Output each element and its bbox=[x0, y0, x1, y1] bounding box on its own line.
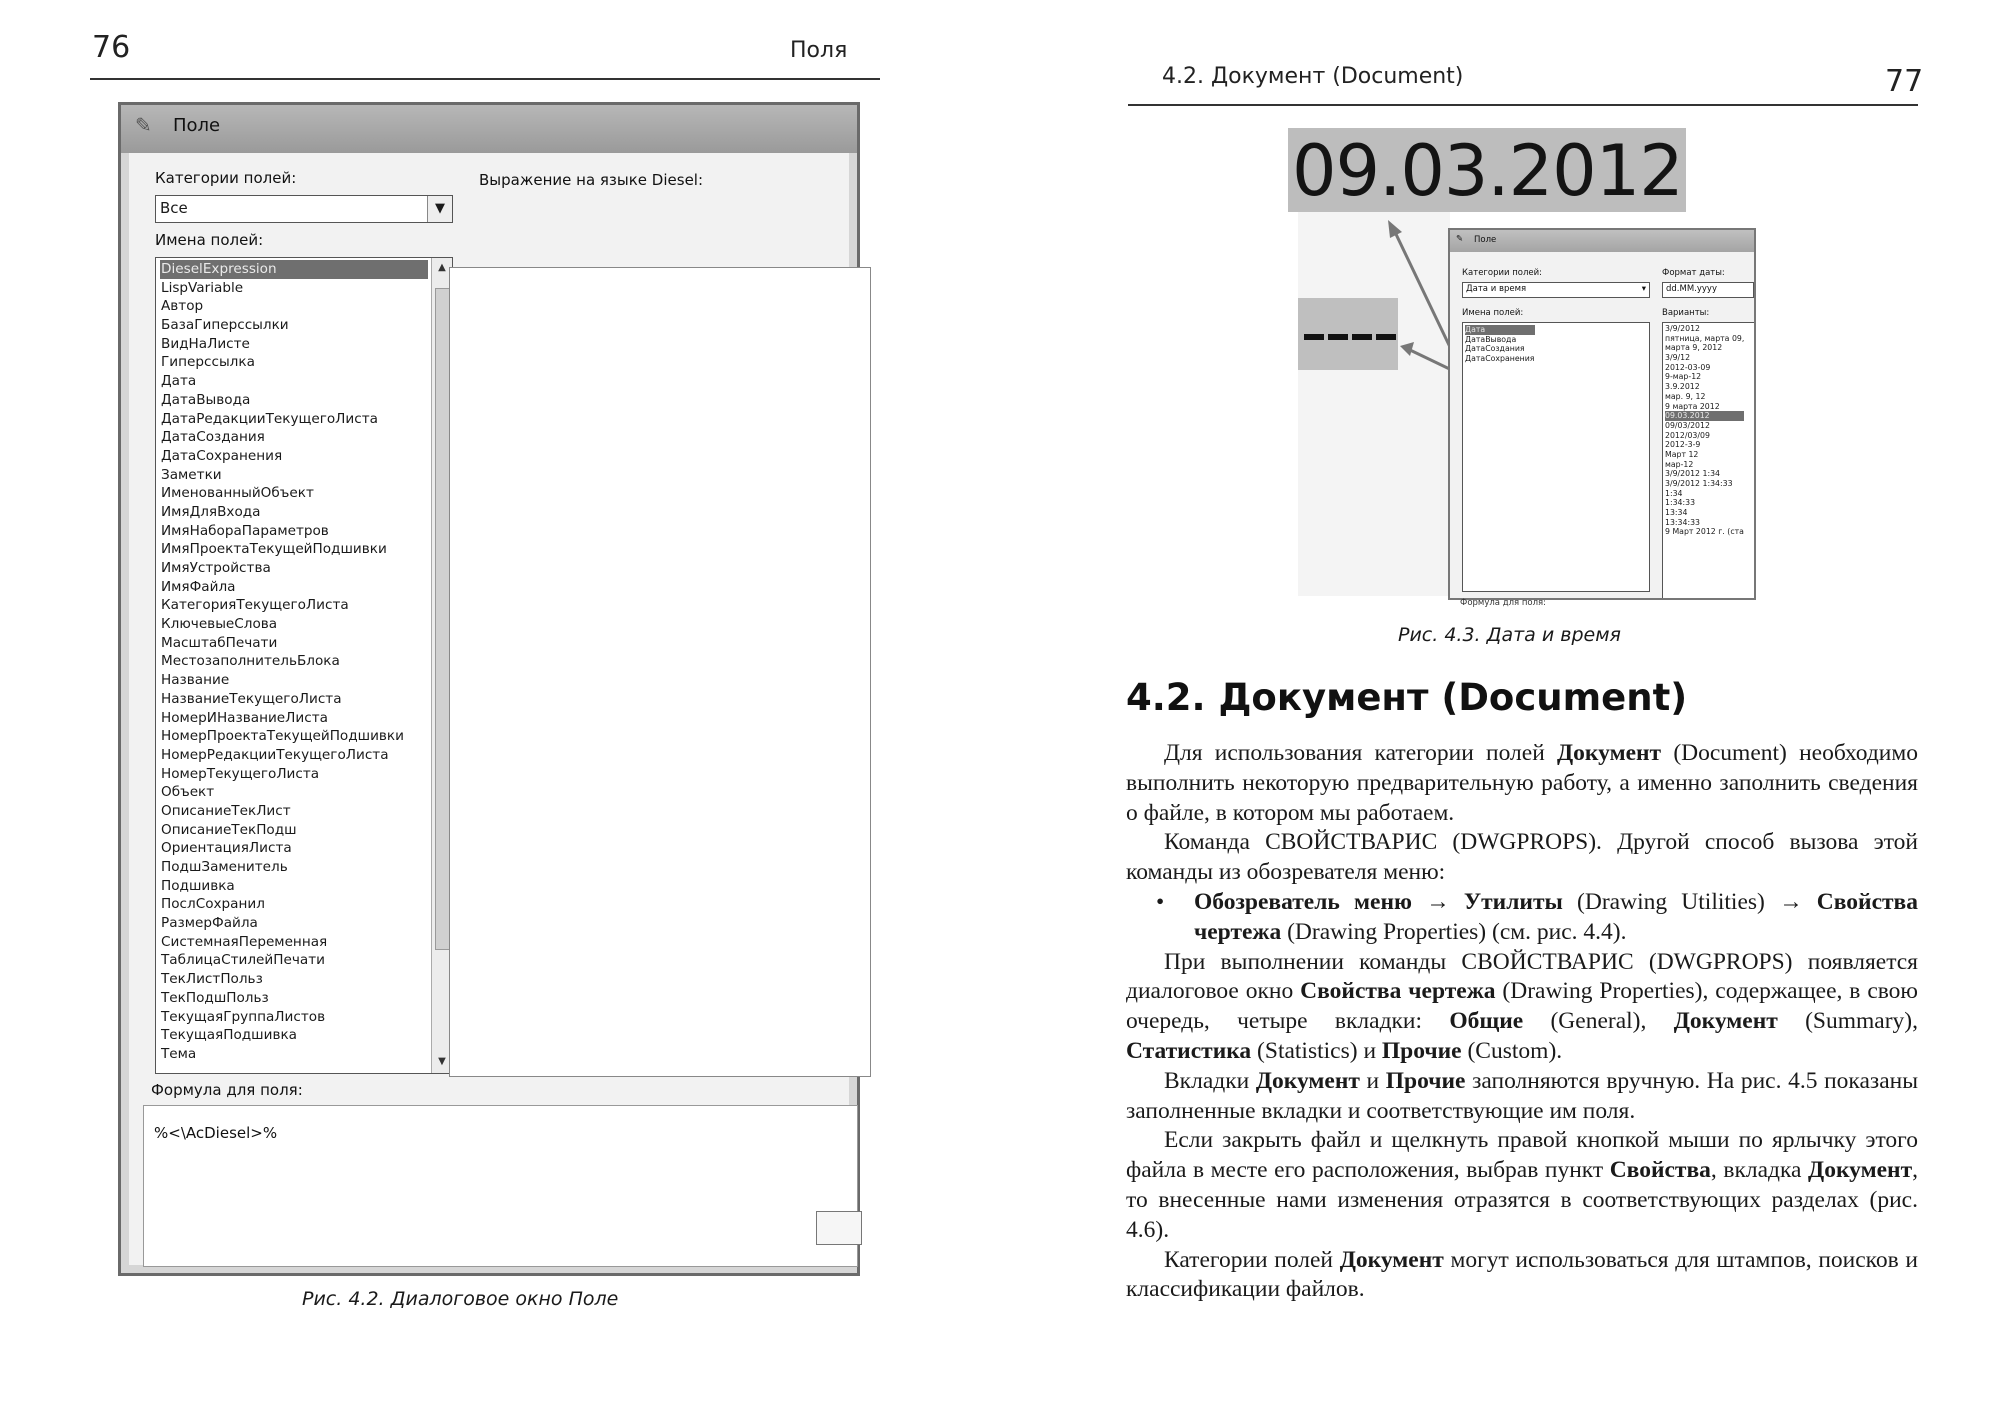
right-running-head: 4.2. Документ (Document) bbox=[1162, 64, 1464, 89]
field-name-item[interactable]: Заметки bbox=[161, 466, 222, 483]
field-name-item[interactable]: ИмяДляВхода bbox=[161, 503, 261, 520]
field-name-item[interactable]: LispVariable bbox=[161, 279, 244, 296]
field-name-item[interactable]: Подшивка bbox=[161, 877, 235, 894]
mini-field-names-list[interactable] bbox=[1462, 322, 1650, 592]
field-categories-label: Категории полей: bbox=[155, 169, 297, 187]
field-category-select[interactable] bbox=[155, 195, 453, 223]
field-name-item[interactable]: ТекущаяГруппаЛистов bbox=[161, 1008, 326, 1025]
field-name-item[interactable]: НазваниеТекущегоЛиста bbox=[161, 690, 342, 707]
dialog-ok-button[interactable] bbox=[816, 1211, 862, 1245]
date-format-label: Формат даты: bbox=[1662, 268, 1725, 278]
field-name-item[interactable]: DieselExpression bbox=[160, 260, 428, 279]
mini-field-name-item[interactable]: ДатаСохранения bbox=[1465, 354, 1535, 364]
right-header-rule bbox=[1128, 104, 1918, 106]
expression-label: Выражение на языке Diesel: bbox=[479, 171, 704, 189]
field-names-label: Имена полей: bbox=[155, 231, 264, 249]
diesel-expression-input[interactable] bbox=[449, 267, 871, 1077]
field-name-item[interactable]: ИмяНабораПараметров bbox=[161, 522, 329, 539]
field-name-item[interactable]: ИмяФайла bbox=[161, 578, 236, 595]
date-variant-item[interactable]: 9 Март 2012 г. (ста bbox=[1665, 527, 1744, 537]
scroll-up-icon[interactable]: ▲ bbox=[438, 262, 446, 273]
date-variant-item[interactable]: 3/9/2012 1:34:33 bbox=[1665, 479, 1733, 488]
field-name-item[interactable]: ОписаниеТекПодш bbox=[161, 821, 297, 838]
mini-category-value: Дата и время bbox=[1466, 284, 1527, 294]
date-format-value: dd.MM.yyyy bbox=[1666, 284, 1717, 294]
right-page-number: 77 bbox=[1885, 64, 1924, 99]
date-variant-item[interactable]: 2012/03/09 bbox=[1665, 430, 1710, 440]
date-field-dialog bbox=[1448, 228, 1756, 600]
mini-field-name-item[interactable]: ДатаВывода bbox=[1465, 334, 1517, 344]
left-header-rule bbox=[90, 78, 880, 80]
field-name-item[interactable]: КатегорияТекущегоЛиста bbox=[161, 597, 349, 614]
field-name-item[interactable]: ТекПодшПольз bbox=[161, 989, 269, 1006]
bullet-menu-path: • Обозреватель меню → Утилиты (Drawing Utilities) → Свойства чертежа (Drawing Properties) (см. рис. 4.4). bbox=[1126, 888, 1918, 948]
mini-field-name-item[interactable]: ДатаСоздания bbox=[1465, 344, 1525, 354]
left-page-number: 76 bbox=[92, 30, 131, 65]
field-name-item[interactable]: ТаблицаСтилейПечати bbox=[161, 952, 325, 969]
field-name-item[interactable]: РазмерФайла bbox=[161, 915, 258, 932]
date-variant-item[interactable]: 13:34:33 bbox=[1665, 517, 1701, 527]
paragraph-1: Для использования категории полей Документ (Document) необходимо выполнить некоторую предварительную работу, а именно заполнить сведения о файле, в котором мы работаем. bbox=[1126, 740, 1918, 826]
formula-label: Формула для поля: bbox=[151, 1081, 303, 1099]
field-name-item[interactable]: ПодшЗаменитель bbox=[161, 859, 288, 875]
field-name-item[interactable]: ОриентацияЛиста bbox=[161, 840, 292, 857]
date-variant-item[interactable]: 3/9/2012 bbox=[1665, 324, 1701, 333]
field-name-item[interactable]: ИмяУстройства bbox=[161, 560, 271, 576]
field-dialog bbox=[118, 102, 860, 1276]
paragraph-2: Команда СВОЙСТВАРИС (DWGPROPS). Другой способ вызова этой команды из обозревателя меню: bbox=[1126, 829, 1918, 886]
field-name-item[interactable]: ОписаниеТекЛист bbox=[161, 802, 291, 819]
field-name-item[interactable]: МасштабПечати bbox=[161, 634, 278, 651]
field-name-item[interactable]: Тема bbox=[161, 1045, 197, 1062]
field-name-item[interactable]: СистемнаяПеременная bbox=[161, 933, 328, 950]
mini-field-name-item[interactable]: Дата bbox=[1465, 325, 1535, 335]
field-name-item[interactable]: КлючевыеСлова bbox=[161, 616, 278, 633]
date-variant-item[interactable]: 2012-3-9 bbox=[1665, 440, 1701, 450]
field-name-item[interactable]: Дата bbox=[161, 373, 197, 390]
date-variant-item[interactable]: 09.03.2012 bbox=[1665, 411, 1744, 421]
section-heading: 4.2. Документ (Document) bbox=[1126, 676, 1688, 719]
date-variant-item[interactable]: пятница, марта 09, bbox=[1665, 333, 1745, 343]
field-name-item[interactable]: ПослСохранил bbox=[161, 896, 265, 913]
date-format-input[interactable] bbox=[1662, 282, 1754, 298]
date-variant-item[interactable]: 3.9.2012 bbox=[1665, 382, 1700, 392]
formula-field bbox=[143, 1105, 858, 1267]
date-variant-item[interactable]: 9 марта 2012 bbox=[1665, 401, 1720, 411]
mini-formula-label: Формула для поля: bbox=[1460, 598, 1546, 608]
date-variant-item[interactable]: мар. 9, 12 bbox=[1665, 391, 1706, 401]
left-running-head: Поля bbox=[790, 38, 848, 63]
mini-names-label: Имена полей: bbox=[1462, 308, 1524, 318]
field-name-item[interactable]: ТекущаяПодшивка bbox=[161, 1027, 297, 1044]
field-name-item[interactable]: ТекЛистПольз bbox=[161, 971, 263, 988]
mini-dialog-title: Поле bbox=[1474, 235, 1497, 245]
paragraph-3: При выполнении команды СВОЙСТВАРИС (DWGPROPS) появляется диалоговое окно Свойства чертежа (Drawing Properties), содержащее, в свою очередь, четыре вкладки: Общие (General), Документ (Summary), Статистика (Statistics) и Прочие (Custom). bbox=[1126, 948, 1918, 1064]
field-name-item[interactable]: НомерПроектаТекущейПодшивки bbox=[161, 728, 404, 745]
paragraph-6: Категории полей Документ могут использоваться для штампов, поисков и классификации файлов. bbox=[1126, 1246, 1918, 1303]
field-name-item[interactable]: ДатаСохранения bbox=[161, 447, 283, 464]
field-names-list bbox=[160, 260, 428, 1064]
date-variant-item[interactable]: 3/9/12 bbox=[1665, 353, 1691, 363]
figure-4-2-caption: Рис. 4.2. Диалоговое окно Поле bbox=[302, 1288, 619, 1310]
date-variant-item[interactable]: 1:34 bbox=[1665, 488, 1683, 498]
figure-4-3-caption: Рис. 4.3. Дата и время bbox=[1398, 624, 1621, 646]
dialog-titlebar[interactable] bbox=[121, 105, 857, 153]
date-variant-item[interactable]: 9-мар-12 bbox=[1665, 372, 1702, 382]
field-names-listbox[interactable] bbox=[155, 257, 453, 1074]
field-name-item[interactable]: Автор bbox=[161, 298, 204, 315]
paragraph-4: Вкладки Документ и Прочие заполняются вручную. На рис. 4.5 показаны заполненные вкладки и соответствующие им поля. bbox=[1126, 1067, 1918, 1124]
field-name-item[interactable]: ВидНаЛисте bbox=[161, 335, 250, 352]
date-variant-item[interactable]: 1:34:33 bbox=[1665, 498, 1696, 508]
dialog-title: Поле bbox=[173, 115, 221, 136]
field-name-item[interactable]: Гиперссылка bbox=[161, 354, 255, 371]
field-name-item[interactable]: БазаГиперссылки bbox=[161, 317, 289, 334]
mini-dialog-titlebar[interactable] bbox=[1450, 230, 1754, 252]
mini-category-select[interactable] bbox=[1462, 282, 1650, 298]
paragraph-5: Если закрыть файл и щелкнуть правой кнопкой мыши по ярлычку этого файла в месте его расположения, выбрав пункт Свойства, вкладка Документ, то внесенные нами изменения отразятся в соответствующих разделах (рис. 4.6). bbox=[1126, 1127, 1918, 1243]
scroll-down-icon[interactable]: ▼ bbox=[438, 1056, 446, 1067]
field-app-icon: ✎ bbox=[135, 113, 152, 137]
date-variant-items bbox=[1665, 324, 1744, 537]
scroll-thumb[interactable] bbox=[435, 288, 450, 950]
field-name-item[interactable]: НомерРедакцииТекущегоЛиста bbox=[161, 746, 389, 763]
date-variant-item[interactable]: мар-12 bbox=[1665, 459, 1694, 469]
date-variant-item[interactable]: 09/03/2012 bbox=[1665, 420, 1710, 430]
big-date-sample bbox=[1288, 128, 1686, 212]
field-name-item[interactable]: Объект bbox=[161, 784, 215, 801]
field-app-icon: ✎ bbox=[1456, 234, 1464, 244]
field-name-item[interactable]: ДатаВывода bbox=[161, 391, 251, 408]
date-variants-list[interactable] bbox=[1662, 322, 1756, 600]
field-category-value: Все bbox=[160, 199, 188, 217]
field-name-item[interactable]: ИменованныйОбъект bbox=[161, 485, 314, 502]
field-name-item[interactable]: НомерИНазваниеЛиста bbox=[161, 709, 328, 726]
field-name-item[interactable]: ДатаСоздания bbox=[161, 429, 265, 446]
date-variant-item[interactable]: марта 9, 2012 bbox=[1665, 343, 1723, 353]
section-body bbox=[1126, 739, 1918, 1305]
date-variant-item[interactable]: 13:34 bbox=[1665, 508, 1688, 518]
mini-categories-label: Категории полей: bbox=[1462, 268, 1543, 278]
mini-field-items bbox=[1465, 325, 1535, 364]
date-variant-item[interactable]: 3/9/2012 1:34 bbox=[1665, 469, 1721, 479]
field-name-item[interactable]: ИмяПроектаТекущейПодшивки bbox=[161, 541, 387, 558]
date-variant-item[interactable]: Март 12 bbox=[1665, 449, 1699, 459]
formula-value: %<\AcDiesel>% bbox=[154, 1124, 278, 1142]
bullet-icon: • bbox=[1156, 888, 1165, 915]
big-date-text: 09.03.2012 bbox=[1292, 130, 1683, 212]
date-variant-item[interactable]: 2012-03-09 bbox=[1665, 362, 1711, 372]
field-name-item[interactable]: Название bbox=[161, 672, 230, 689]
field-name-item[interactable]: ДатаРедакцииТекущегоЛиста bbox=[161, 410, 378, 427]
chevron-down-icon[interactable]: ▼ bbox=[427, 196, 452, 222]
variants-label: Варианты: bbox=[1662, 308, 1710, 318]
field-name-item[interactable]: МестозаполнительБлока bbox=[161, 653, 340, 670]
field-name-item[interactable]: НомерТекущегоЛиста bbox=[161, 765, 320, 782]
chevron-down-icon[interactable]: ▾ bbox=[1641, 284, 1646, 294]
